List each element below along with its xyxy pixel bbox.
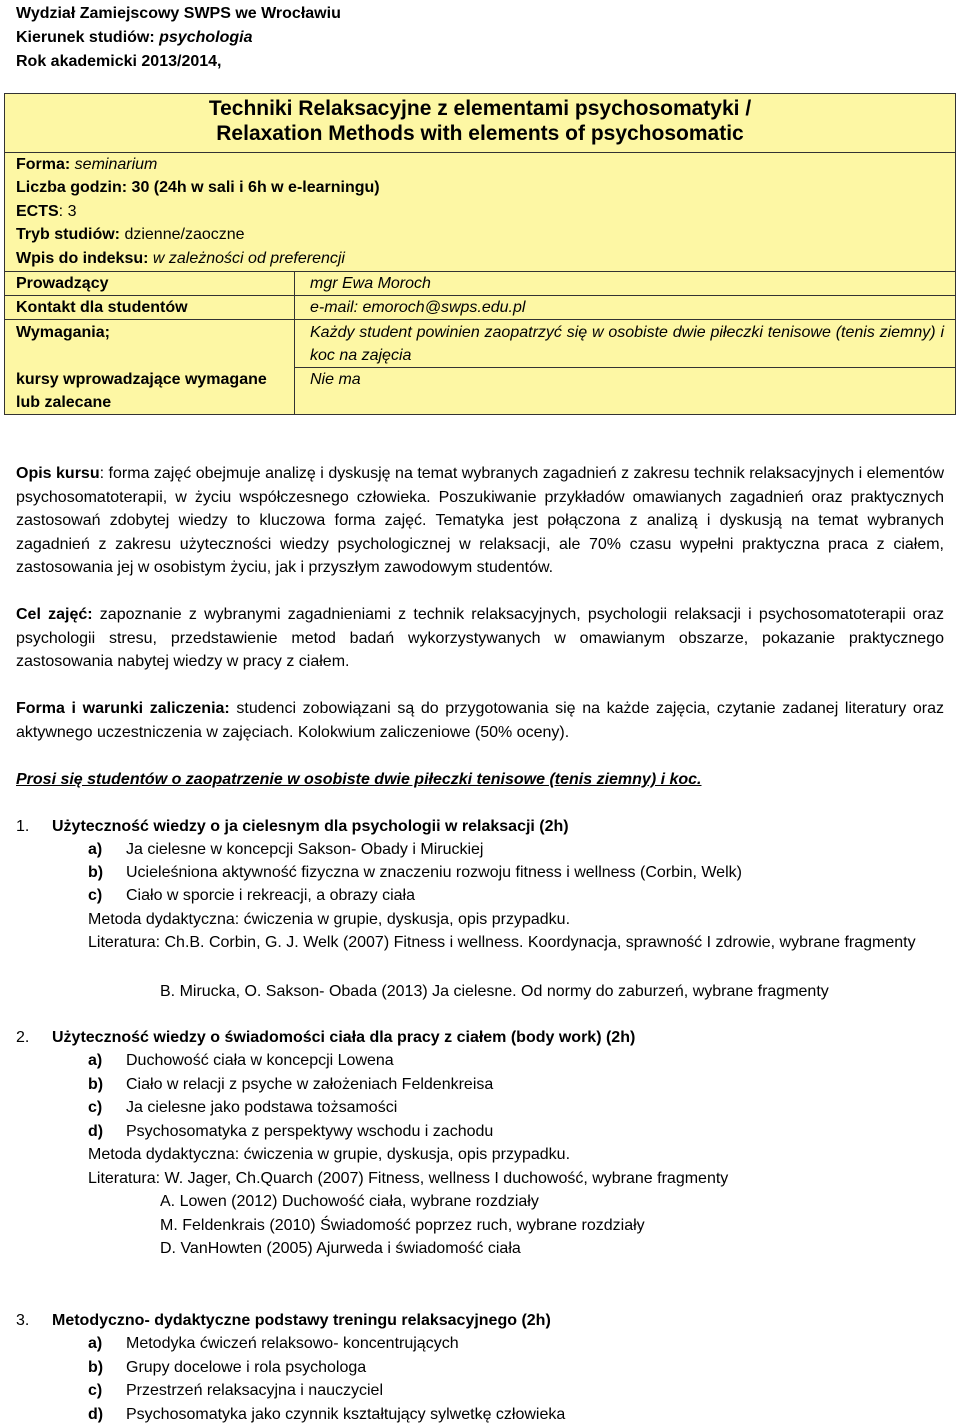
list-item: c) Ciało w sporcie i rekreacji, a obrazy ciała: [88, 887, 415, 904]
list-item: b) Ucieleśniona aktywność fizyczna w znaczeniu rozwoju fitness i wellness (Corbin, Welk): [88, 864, 742, 881]
teaching-method: Metoda dydaktyczna: ćwiczenia w grupie, dyskusja, opis przypadku.: [88, 911, 571, 928]
prerequisites-value: Nie ma: [310, 371, 361, 388]
section-2-title: 2. Użyteczność wiedzy o świadomości ciała dla pracy z ciałem (body work) (2h): [16, 1029, 636, 1046]
lecturer-value: mgr Ewa Moroch: [310, 275, 431, 292]
hours-row: Liczba godzin: 30 (24h w sali i 6h w e-learningu): [16, 179, 380, 196]
academic-year: Rok akademicki 2013/2014,: [16, 53, 222, 70]
section-1-title: 1. Użyteczność wiedzy o ja cielesnym dla psychologii w relaksacji (2h): [16, 818, 569, 835]
field-of-study: Kierunek studiów: psychologia: [16, 29, 253, 46]
course-goal: Cel zajęć: zapoznanie z wybranymi zagadnieniami z technik relaksacyjnych, psychologii relaksacji i psychosomatoterapii oraz psychologii stresu, przedstawienie metod badań wykorzystywanych w omawianym obszarze, pokazanie praktycznego zastosowania nabytej wiedzy w pracy z ciałem.: [16, 606, 945, 670]
mode-row: Tryb studiów: dzienne/zaoczne: [16, 226, 245, 243]
literature: Literatura: Ch.B. Corbin, G. J. Welk (2007) Fitness i wellness. Koordynacja, sprawność I zdrowie, wybrane fragmenty: [88, 934, 916, 951]
list-item: a) Duchowość ciała w koncepcji Lowena: [88, 1052, 394, 1069]
list-item: a) Metodyka ćwiczeń relaksowo- koncentrujących: [88, 1335, 459, 1352]
literature-item: B. Mirucka, O. Sakson- Obada (2013) Ja cielesne. Od normy do zaburzeń, wybrane fragmenty: [160, 983, 829, 1000]
forma-row: Forma: seminarium: [16, 156, 158, 173]
requirements-label: Wymagania;: [16, 324, 110, 341]
literature-item: M. Feldenkrais (2010) Świadomość poprzez ruch, wybrane rozdziały: [160, 1217, 645, 1234]
divider: [5, 271, 955, 272]
document-header: [16, 2, 341, 74]
list-item: a) Ja cielesne w koncepcji Sakson- Obady i Miruckiej: [88, 841, 484, 858]
list-item: b) Ciało w relacji z psyche w założeniach Feldenkreisa: [88, 1076, 494, 1093]
contact-label: Kontakt dla studentów: [16, 299, 188, 316]
list-item: c) Ja cielesne jako podstawa tożsamości: [88, 1099, 398, 1116]
list-item: d) Psychosomatyka z perspektywy wschodu i zachodu: [88, 1123, 494, 1140]
contact-email: e-mail: emoroch@swps.edu.pl: [310, 299, 526, 316]
list-item: c) Przestrzeń relaksacyjna i nauczyciel: [88, 1382, 383, 1399]
requirements-value: Każdy student powinien zaopatrzyć się w osobiste dwie piłeczki tenisowe (tenis ziemny) i koc na zajęcia: [310, 324, 944, 364]
literature-item: A. Lowen (2012) Duchowość ciała, wybrane rozdziały: [160, 1193, 539, 1210]
list-item: b) Grupy docelowe i rola psychologa: [88, 1359, 367, 1376]
teaching-method: Metoda dydaktyczna: ćwiczenia w grupie, dyskusja, opis przypadku.: [88, 1146, 571, 1163]
list-item: d) Psychosomatyka jako czynnik kształtujący sylwetkę człowieka: [88, 1406, 566, 1423]
divider: [294, 271, 295, 414]
grading-terms: Forma i warunki zaliczenia: studenci zobowiązani są do przygotowania się na każde zajęcia, czytanie zadanej literatury oraz aktywnego uczestniczenia w zajęciach. Kolokwium zaliczeniowe (50% oceny).: [16, 700, 945, 741]
lecturer-label: Prowadzący: [16, 275, 109, 292]
literature-item: D. VanHowten (2005) Ajurweda i świadomość ciała: [160, 1240, 521, 1257]
divider: [5, 319, 955, 320]
section-3-title: 3. Metodyczno- dydaktyczne podstawy treningu relaksacyjnego (2h): [16, 1312, 551, 1329]
prerequisites-label: kursy wprowadzające wymagane lub zalecane: [16, 371, 267, 411]
divider: [294, 367, 955, 368]
notice-text: Prosi się studentów o zaopatrzenie w osobiste dwie piłeczki tenisowe (tenis ziemny) i koc.: [16, 771, 702, 788]
course-title: Techniki Relaksacyjne z elementami psychosomatyki / Relaxation Methods with elements of psychosomatic: [208, 97, 752, 145]
course-info-box: [4, 93, 956, 415]
faculty-name: Wydział Zamiejscowy SWPS we Wrocławiu: [16, 5, 341, 22]
ects-row: ECTS: 3: [16, 203, 77, 220]
course-description: Opis kursu: forma zajęć obejmuje analizę i dyskusję na temat wybranych zagadnień z zakresu technik relaksacyjnych i elementów psychosomatoterapii, w życiu współczesnego człowieka. Poszukiwanie przykładów omawianych zagadnień oraz praktycznych zastosowań zdobytej wiedzy to kluczowa forma zajęć. Tematyka jest połączona z analizą i dyskusją na temat wybranych zagadnień z zakresu użyteczności wiedzy psychologicznej w relaksacji, ale 70% czasu wypełni praktyczna praca z ciałem, zastosowania jej w osobistym życiu, jak i przyszłym zawodowym studentów.: [16, 465, 945, 576]
index-row: Wpis do indeksu: w zależności od preferencji: [16, 250, 345, 267]
literature: Literatura: W. Jager, Ch.Quarch (2007) Fitness, wellness I duchowość, wybrane fragmenty: [88, 1170, 729, 1187]
